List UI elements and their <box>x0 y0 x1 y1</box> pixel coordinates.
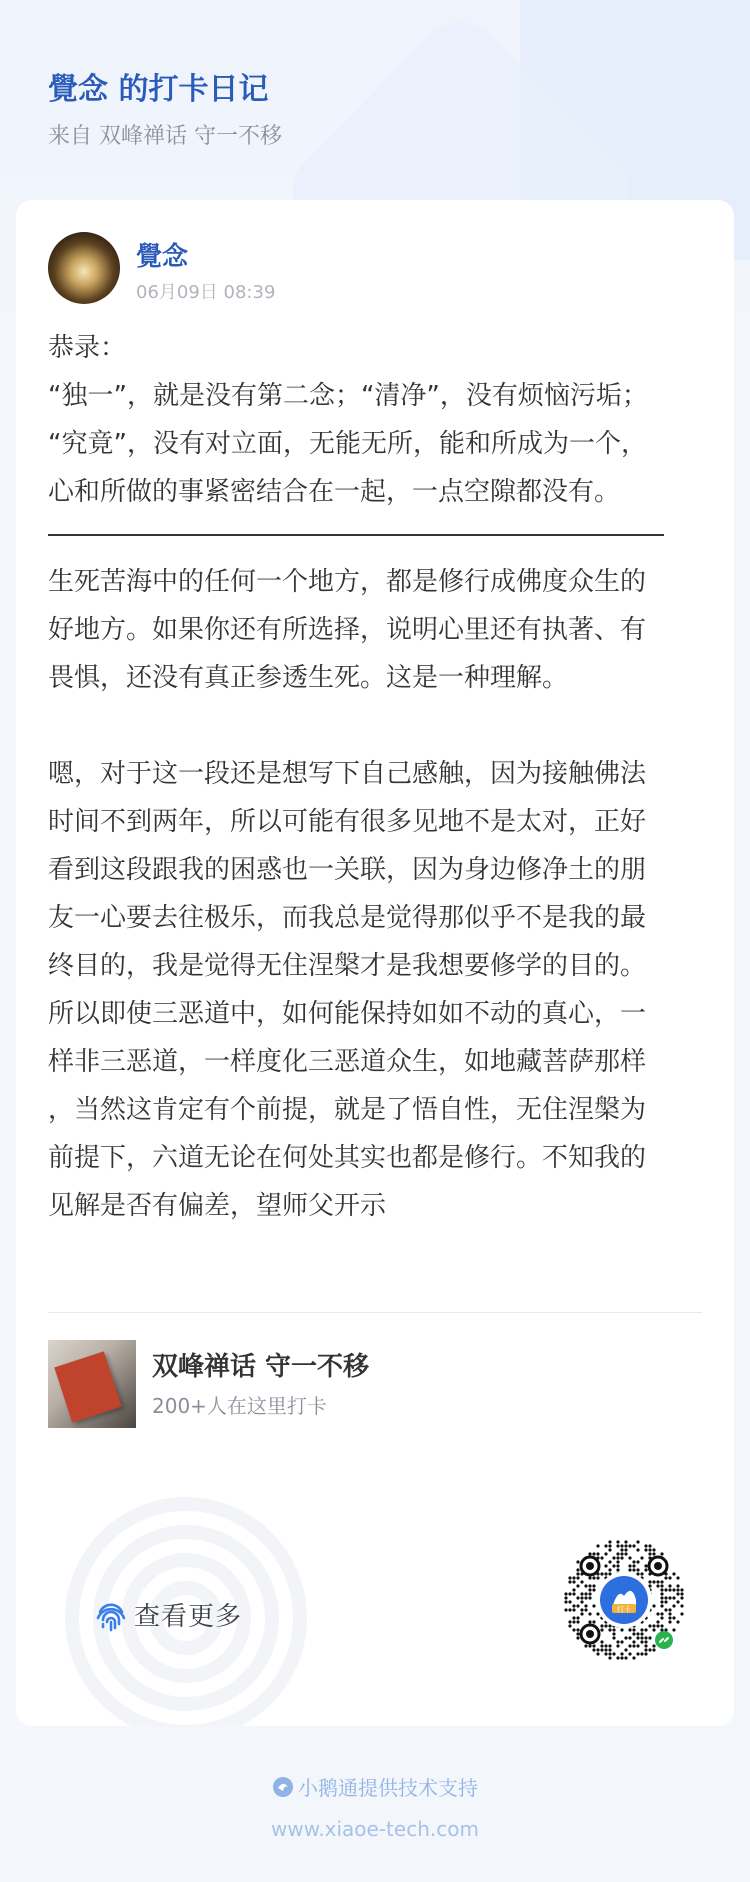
qr-badge-label: 打卡 <box>617 1605 631 1614</box>
paragraph-line: 时间不到两年，所以可能有很多见地不是太对，正好 <box>48 807 647 837</box>
camp-participant-count: 200+人在这里打卡 <box>152 1394 327 1418</box>
post-time: 06月09日 08:39 <box>136 282 276 303</box>
paragraph-line: ，当然这肯定有个前提，就是了悟自性，无住涅槃为 <box>48 1095 647 1125</box>
paragraph-line: 见解是否有偏差，望师父开示 <box>48 1191 387 1221</box>
diary-card <box>16 200 734 1726</box>
fingerprint-icon <box>94 1598 128 1632</box>
paragraph-line: 畏惧，还没有真正参透生死。这是一种理解。 <box>48 663 569 693</box>
user-name[interactable]: 覺念 <box>136 242 189 272</box>
xiaoe-logo-icon <box>272 1776 294 1798</box>
tech-support-label: 小鹅通提供技术支持 <box>298 1776 478 1800</box>
paragraph-line: 友一心要去往极乐，而我总是觉得那似乎不是我的最 <box>48 903 647 933</box>
view-more-button[interactable] <box>94 1596 242 1633</box>
card-footer-area <box>16 1468 734 1726</box>
wechat-icon <box>655 1631 673 1649</box>
book-icon <box>54 1351 121 1422</box>
paragraph-line: 样非三恶道，一样度化三恶道众生，如地藏菩萨那样 <box>48 1047 647 1077</box>
footer <box>0 1772 750 1841</box>
quote-line: “独一”，就是没有第二念；“清净”，没有烦恼污垢； <box>48 381 648 411</box>
paragraph-line: 所以即使三恶道中，如何能保持如如不动的真心，一 <box>48 999 647 1029</box>
miniprogram-qr-code[interactable] <box>562 1538 686 1662</box>
footer-url[interactable]: www.xiaoe-tech.com <box>271 1817 479 1841</box>
paragraph-line: 前提下，六道无论在何处其实也都是修行。不知我的 <box>48 1143 647 1173</box>
paragraph-line: 好地方。如果你还有所选择，说明心里还有执著、有 <box>48 615 647 645</box>
section-divider <box>48 1312 702 1313</box>
paragraph-gap <box>48 702 708 750</box>
divider-line <box>48 534 664 536</box>
post-content <box>48 324 708 1230</box>
avatar[interactable] <box>48 232 120 304</box>
quote-line: “究竟”，没有对立面，无能无所，能和所成为一个， <box>48 429 647 459</box>
view-more-label: 查看更多 <box>134 1602 243 1632</box>
page-header <box>48 70 282 152</box>
page-title: 覺念 的打卡日记 <box>48 72 269 107</box>
quote-intro: 恭录： <box>48 333 127 363</box>
camp-card[interactable] <box>48 1340 702 1428</box>
camp-title: 双峰禅话 守一不移 <box>152 1352 370 1382</box>
paragraph-line: 看到这段跟我的困惑也一关联，因为身边修净土的朋 <box>48 855 647 885</box>
camp-cover-image <box>48 1340 136 1428</box>
quote-line: 心和所做的事紧密结合在一起，一点空隙都没有。 <box>48 477 621 507</box>
paragraph-line: 嗯，对于这一段还是想写下自己感触，因为接触佛法 <box>48 759 647 789</box>
page-subtitle: 来自 双峰禅话 守一不移 <box>48 124 282 149</box>
tech-support <box>0 1772 750 1801</box>
paragraph-line: 终目的，我是觉得无住涅槃才是我想要修学的目的。 <box>48 951 647 981</box>
paragraph-line: 生死苦海中的任何一个地方，都是修行成佛度众生的 <box>48 567 647 597</box>
